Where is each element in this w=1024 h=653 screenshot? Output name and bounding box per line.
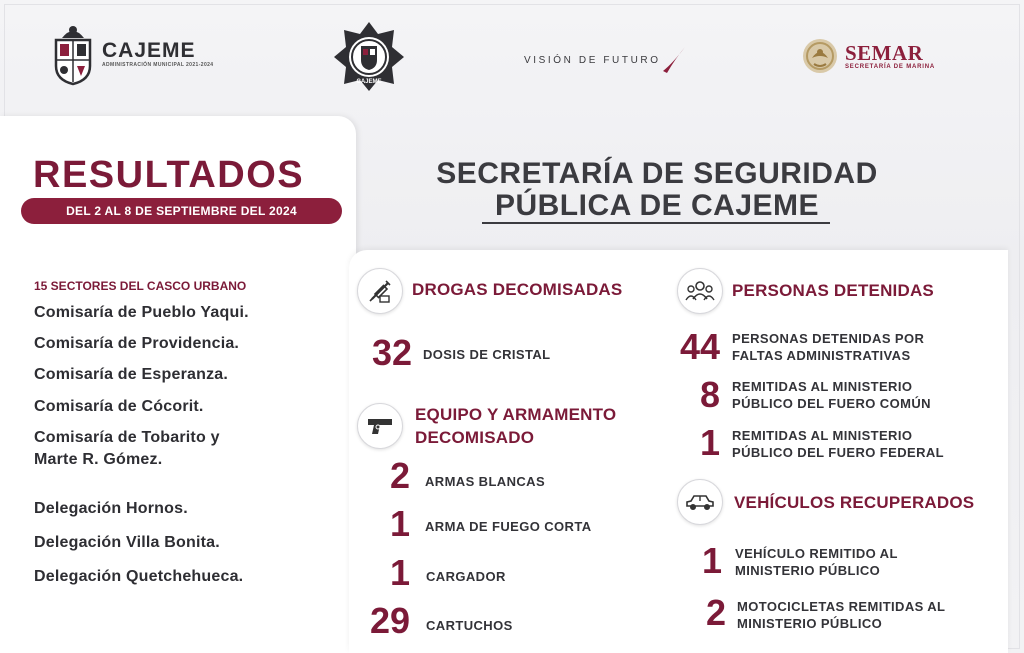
main-title-line1: SECRETARÍA DE SEGURIDAD <box>436 157 878 190</box>
place-item: Marte R. Gómez. <box>34 451 163 468</box>
vehiculos-label-line2: MINISTERIO PÚBLICO <box>737 616 883 631</box>
equipo-label: CARTUCHOS <box>426 618 513 633</box>
personas-label-line2: PÚBLICO DEL FUERO FEDERAL <box>732 445 944 460</box>
place-item: Delegación Hornos. <box>34 500 188 517</box>
vehiculos-label <box>735 545 898 579</box>
syringe-icon <box>357 268 403 314</box>
sectors-title: 15 SECTORES DEL CASCO URBANO <box>34 279 247 293</box>
vehiculos-label <box>737 598 945 632</box>
vehiculos-label-line2: MINISTERIO PÚBLICO <box>735 563 881 578</box>
vision-de-futuro-logo <box>524 45 687 75</box>
vehiculos-label-line1: MOTOCICLETAS REMITIDAS AL <box>737 599 946 614</box>
police-badge-icon <box>332 20 406 92</box>
equipo-value: 1 <box>389 503 410 544</box>
personas-label-line1: REMITIDAS AL MINISTERIO <box>732 379 913 394</box>
equipo-title-line2: DECOMISADO <box>415 428 535 447</box>
semar-subtitle: SECRETARÍA DE MARINA <box>845 64 936 70</box>
drogas-value: 32 <box>371 332 412 373</box>
personas-label <box>732 378 931 412</box>
equipo-value: 1 <box>389 552 410 593</box>
place-item: Comisaría de Providencia. <box>34 335 240 352</box>
equipo-label: CARGADOR <box>426 569 506 584</box>
place-item: Comisaría de Pueblo Yaqui. <box>34 304 249 321</box>
people-icon <box>677 268 723 314</box>
main-title-line2: PÚBLICA DE CAJEME <box>494 189 820 222</box>
personas-value: 8 <box>699 374 720 415</box>
personas-label-line2: FALTAS ADMINISTRATIVAS <box>732 348 911 363</box>
equipo-title-line1: EQUIPO Y ARMAMENTO <box>415 405 617 424</box>
personas-label-line1: PERSONAS DETENIDAS POR <box>732 331 925 346</box>
cajeme-logo <box>52 22 214 86</box>
drogas-title: DROGAS DECOMISADAS <box>412 280 623 299</box>
vehiculos-value: 2 <box>705 592 726 633</box>
eagle-emblem-icon <box>802 38 838 74</box>
cajeme-name: CAJEME <box>102 39 196 62</box>
cajeme-shield-icon <box>52 22 94 86</box>
personas-label <box>732 427 944 461</box>
resultados-title: RESULTADOS <box>33 154 305 196</box>
place-item: Delegación Quetchehueca. <box>34 568 244 585</box>
personas-label <box>732 330 924 364</box>
vision-text: VISIÓN DE FUTURO <box>524 54 661 66</box>
place-item: Comisaría de Esperanza. <box>34 366 229 383</box>
personas-title: PERSONAS DETENIDAS <box>732 281 934 300</box>
equipo-title <box>415 403 616 449</box>
personas-label-line1: REMITIDAS AL MINISTERIO <box>732 428 913 443</box>
equipo-label: ARMA DE FUEGO CORTA <box>425 519 592 534</box>
date-range-bar: DEL 2 AL 8 DE SEPTIEMBRE DEL 2024 <box>21 198 342 224</box>
equipo-label: ARMAS BLANCAS <box>425 474 546 489</box>
pistol-icon <box>357 403 403 449</box>
police-badge-text: CAJEME <box>356 79 382 85</box>
cajeme-subtitle: ADMINISTRACIÓN MUNICIPAL 2021-2024 <box>102 62 214 68</box>
car-icon <box>677 479 723 525</box>
personas-value: 44 <box>679 326 720 367</box>
vehiculos-value: 1 <box>701 540 722 581</box>
arrow-swoosh-icon <box>661 45 687 75</box>
vehiculos-title: VEHÍCULOS RECUPERADOS <box>734 493 975 512</box>
drogas-label: DOSIS DE CRISTAL <box>423 347 551 362</box>
personas-label-line2: PÚBLICO DEL FUERO COMÚN <box>732 396 931 411</box>
main-title <box>420 158 894 222</box>
equipo-value: 2 <box>389 455 410 496</box>
personas-value: 1 <box>699 422 720 463</box>
place-item: Comisaría de Tobarito y <box>34 429 220 446</box>
place-item: Delegación Villa Bonita. <box>34 534 220 551</box>
semar-logo <box>802 38 935 74</box>
semar-name: SEMAR <box>845 41 924 65</box>
equipo-value: 29 <box>369 600 410 641</box>
place-item: Comisaría de Cócorit. <box>34 398 204 415</box>
vehiculos-label-line1: VEHÍCULO REMITIDO AL <box>735 546 898 561</box>
title-underline <box>482 222 830 224</box>
